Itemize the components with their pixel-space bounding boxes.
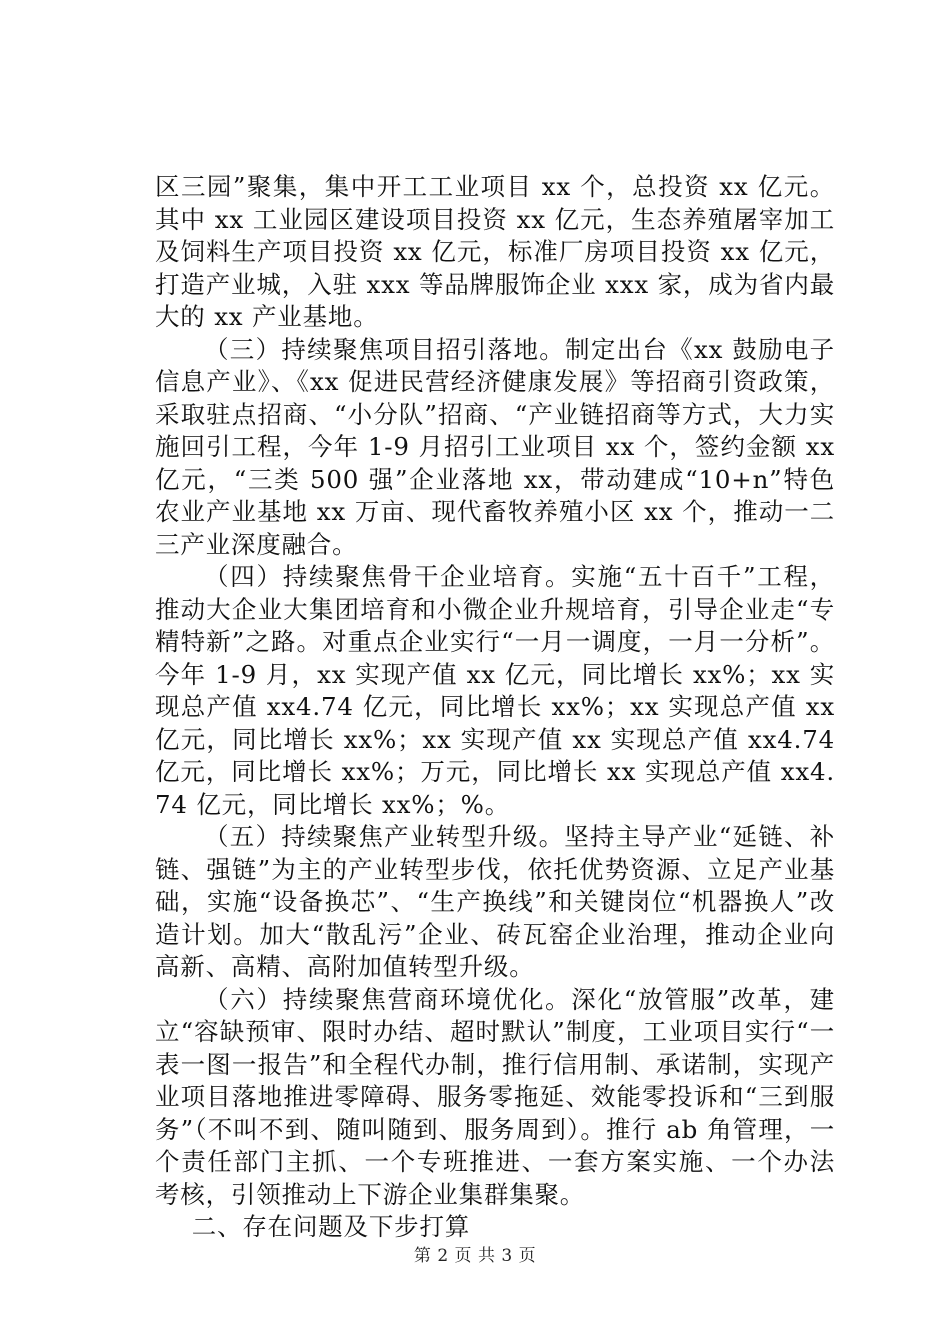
paragraph-continuation: 区三园”聚集，集中开工工业项目 xx 个，总投资 xx 亿元。其中 xx 工业园区建设项目投资 xx 亿元，生态养殖屠宰加工及饲料生产项目投资 xx 亿元，标准厂房项目投资 xx 亿元，打造产业城，入驻 xxx 等品牌服饰企业 xxx 家，成为省内最大的 xx 产业基地。 [155, 172, 835, 331]
paragraph-section-4: （四）持续聚焦骨干企业培育。实施“五十百千”工程，推动大企业大集团培育和小微企业升规培育，引导企业走“专精特新”之路。对重点企业实行“一月一调度，一月一分析”。今年 1-9 月，xx 实现产值 xx 亿元，同比增长 xx%；xx 实现总产值 xx4.74 亿元，同比增长 xx%；xx 实现总产值 xx 亿元，同比增长 xx%；xx 实现产值 xx 实现总产值 xx4.74 亿元，同比增长 xx%；万元，同比增长 xx 实现总产值 xx4.74 亿元，同比增长 xx%；%。 [155, 562, 835, 819]
page-number-footer: 第 2 页 共 3 页 [413, 1246, 537, 1266]
section-heading: 二、存在问题及下步打算 [191, 1212, 471, 1241]
paragraph-section-3: （三）持续聚焦项目招引落地。制定出台《xx 鼓励电子信息产业》、《xx 促进民营经济健康发展》等招商引资政策，采取驻点招商、“小分队”招商、“产业链招商等方式，大力实施回引工程，今年 1-9 月招引工业项目 xx 个，签约金额 xx 亿元，“三类 500 强”企业落地 xx，带动建成“10+n”特色农业产业基地 xx 万亩、现代畜牧养殖小区 xx 个，推动一二三产业深度融合。 [155, 334, 835, 559]
paragraph-section-5: （五）持续聚焦产业转型升级。坚持主导产业“延链、补链、强链”为主的产业转型步伐，依托优势资源、立足产业基础，实施“设备换芯”、“生产换线”和关键岗位“机器换人”改造计划。加大“散乱污”企业、砖瓦窑企业治理，推动企业向高新、高精、高附加值转型升级。 [155, 822, 835, 981]
document-body [155, 171, 835, 1244]
paragraph-section-6: （六）持续聚焦营商环境优化。深化“放管服”改革，建立“容缺预审、限时办结、超时默认”制度，工业项目实行“一表一图一报告”和全程代办制，推行信用制、承诺制，实现产业项目落地推进零障碍、服务零拖延、效能零投诉和“三到服务”（不叫不到、随叫随到、服务周到）。推行 ab 角管理，一个责任部门主抓、一个专班推进、一套方案实施、一个办法考核，引领推动上下游企业集群集聚。 [155, 984, 835, 1209]
